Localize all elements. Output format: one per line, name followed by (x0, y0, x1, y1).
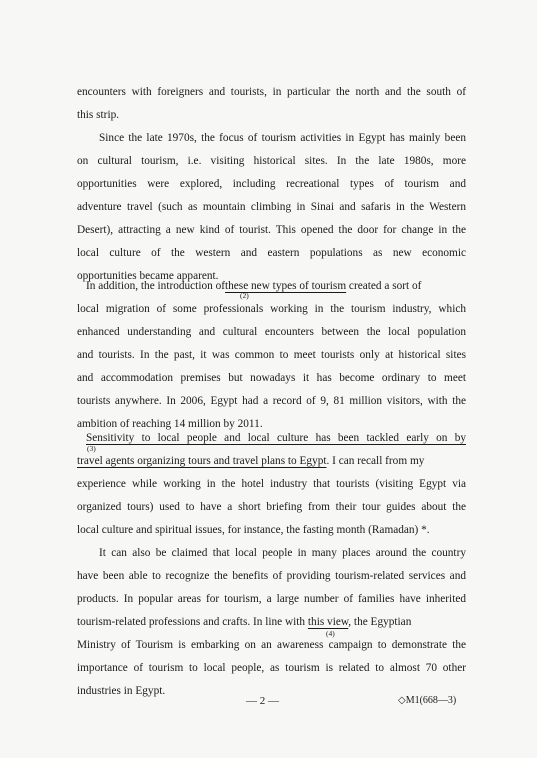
underline-marker-2: (2) (240, 291, 249, 300)
text-line: industries in Egypt. (77, 685, 166, 697)
text-line: adventure travel (such as mountain climbing in Sinai and safaris in the Western (77, 201, 466, 213)
text-line: on cultural tourism, i.e. visiting historical sites. In the late 1980s, more (77, 155, 466, 167)
text-line: Since the late 1970s, the focus of tourism activities in Egypt has mainly been (99, 132, 466, 144)
underline-marker-4: (4) (326, 629, 335, 638)
text-line: and tourists. In the past, it was common to meet tourists only at historical sites (77, 349, 466, 361)
text-line: products. In popular areas for tourism, a large number of families have inherited (77, 593, 466, 605)
underlined-phrase-4: this view (307, 616, 349, 628)
text-line: opportunities became apparent. (77, 270, 219, 282)
text-line: organized tours) used to have a short briefing from their tour guides about the (77, 501, 466, 513)
text-line: Desert), attracting a new kind of tourist. This opened the door for change in the (77, 224, 466, 236)
underline-marker-3: (3) (87, 444, 96, 453)
text-line: encounters with foreigners and tourists, in particular the north and the south of (77, 86, 466, 98)
text-line: and accommodation premises but nowadays it has become ordinary to meet (77, 372, 466, 384)
text-line: tourists anywhere. In 2006, Egypt had a record of 9, 81 million visitors, with the (77, 395, 466, 407)
page-number: — 2 — (246, 695, 279, 707)
exam-code: ◇M1(668—3) (398, 695, 457, 706)
text-span: . I can recall from my (326, 455, 425, 467)
text-line: opportunities were explored, including recreational types of tourism and (77, 178, 466, 190)
text-span: created a sort of (346, 280, 422, 292)
text-line: importance of tourism to local people, as tourism is related to almost 70 other (77, 662, 466, 674)
text-span: In addition, the introduction of (86, 280, 225, 292)
text-line: local culture and spiritual issues, for instance, the fasting month (Ramadan) *. (77, 524, 430, 536)
underlined-sentence-3: Sensitivity to local people and local culture has been tackled early on by (86, 432, 466, 444)
text-line: enhanced understanding and cultural encounters between the local population (77, 326, 466, 338)
text-line: have been able to recognize the benefits of providing tourism-related services and (77, 570, 466, 582)
text-line: local migration of some professionals working in the tourism industry, which (77, 303, 466, 315)
text-span: tourism-related professions and crafts. In line with (77, 616, 306, 628)
underlined-sentence-3-cont: travel agents organizing tours and travel plans to Egypt (77, 455, 327, 467)
text-line (77, 454, 466, 468)
text-line: Ministry of Tourism is embarking on an awareness campaign to demonstrate the (77, 639, 466, 651)
text-line: this strip. (77, 109, 120, 121)
text-line: local culture of the western and eastern populations as new economic (77, 247, 466, 259)
text-line: experience while working in the hotel industry that tourists (visiting Egypt via (77, 478, 466, 490)
text-line (86, 279, 466, 293)
text-span: , the Egyptian (348, 616, 412, 628)
underlined-phrase-2: these new types of tourism (225, 280, 347, 292)
text-line: It can also be claimed that local people in many places around the country (99, 547, 466, 559)
text-line (77, 615, 466, 629)
text-line: ambition of reaching 14 million by 2011. (77, 418, 263, 430)
